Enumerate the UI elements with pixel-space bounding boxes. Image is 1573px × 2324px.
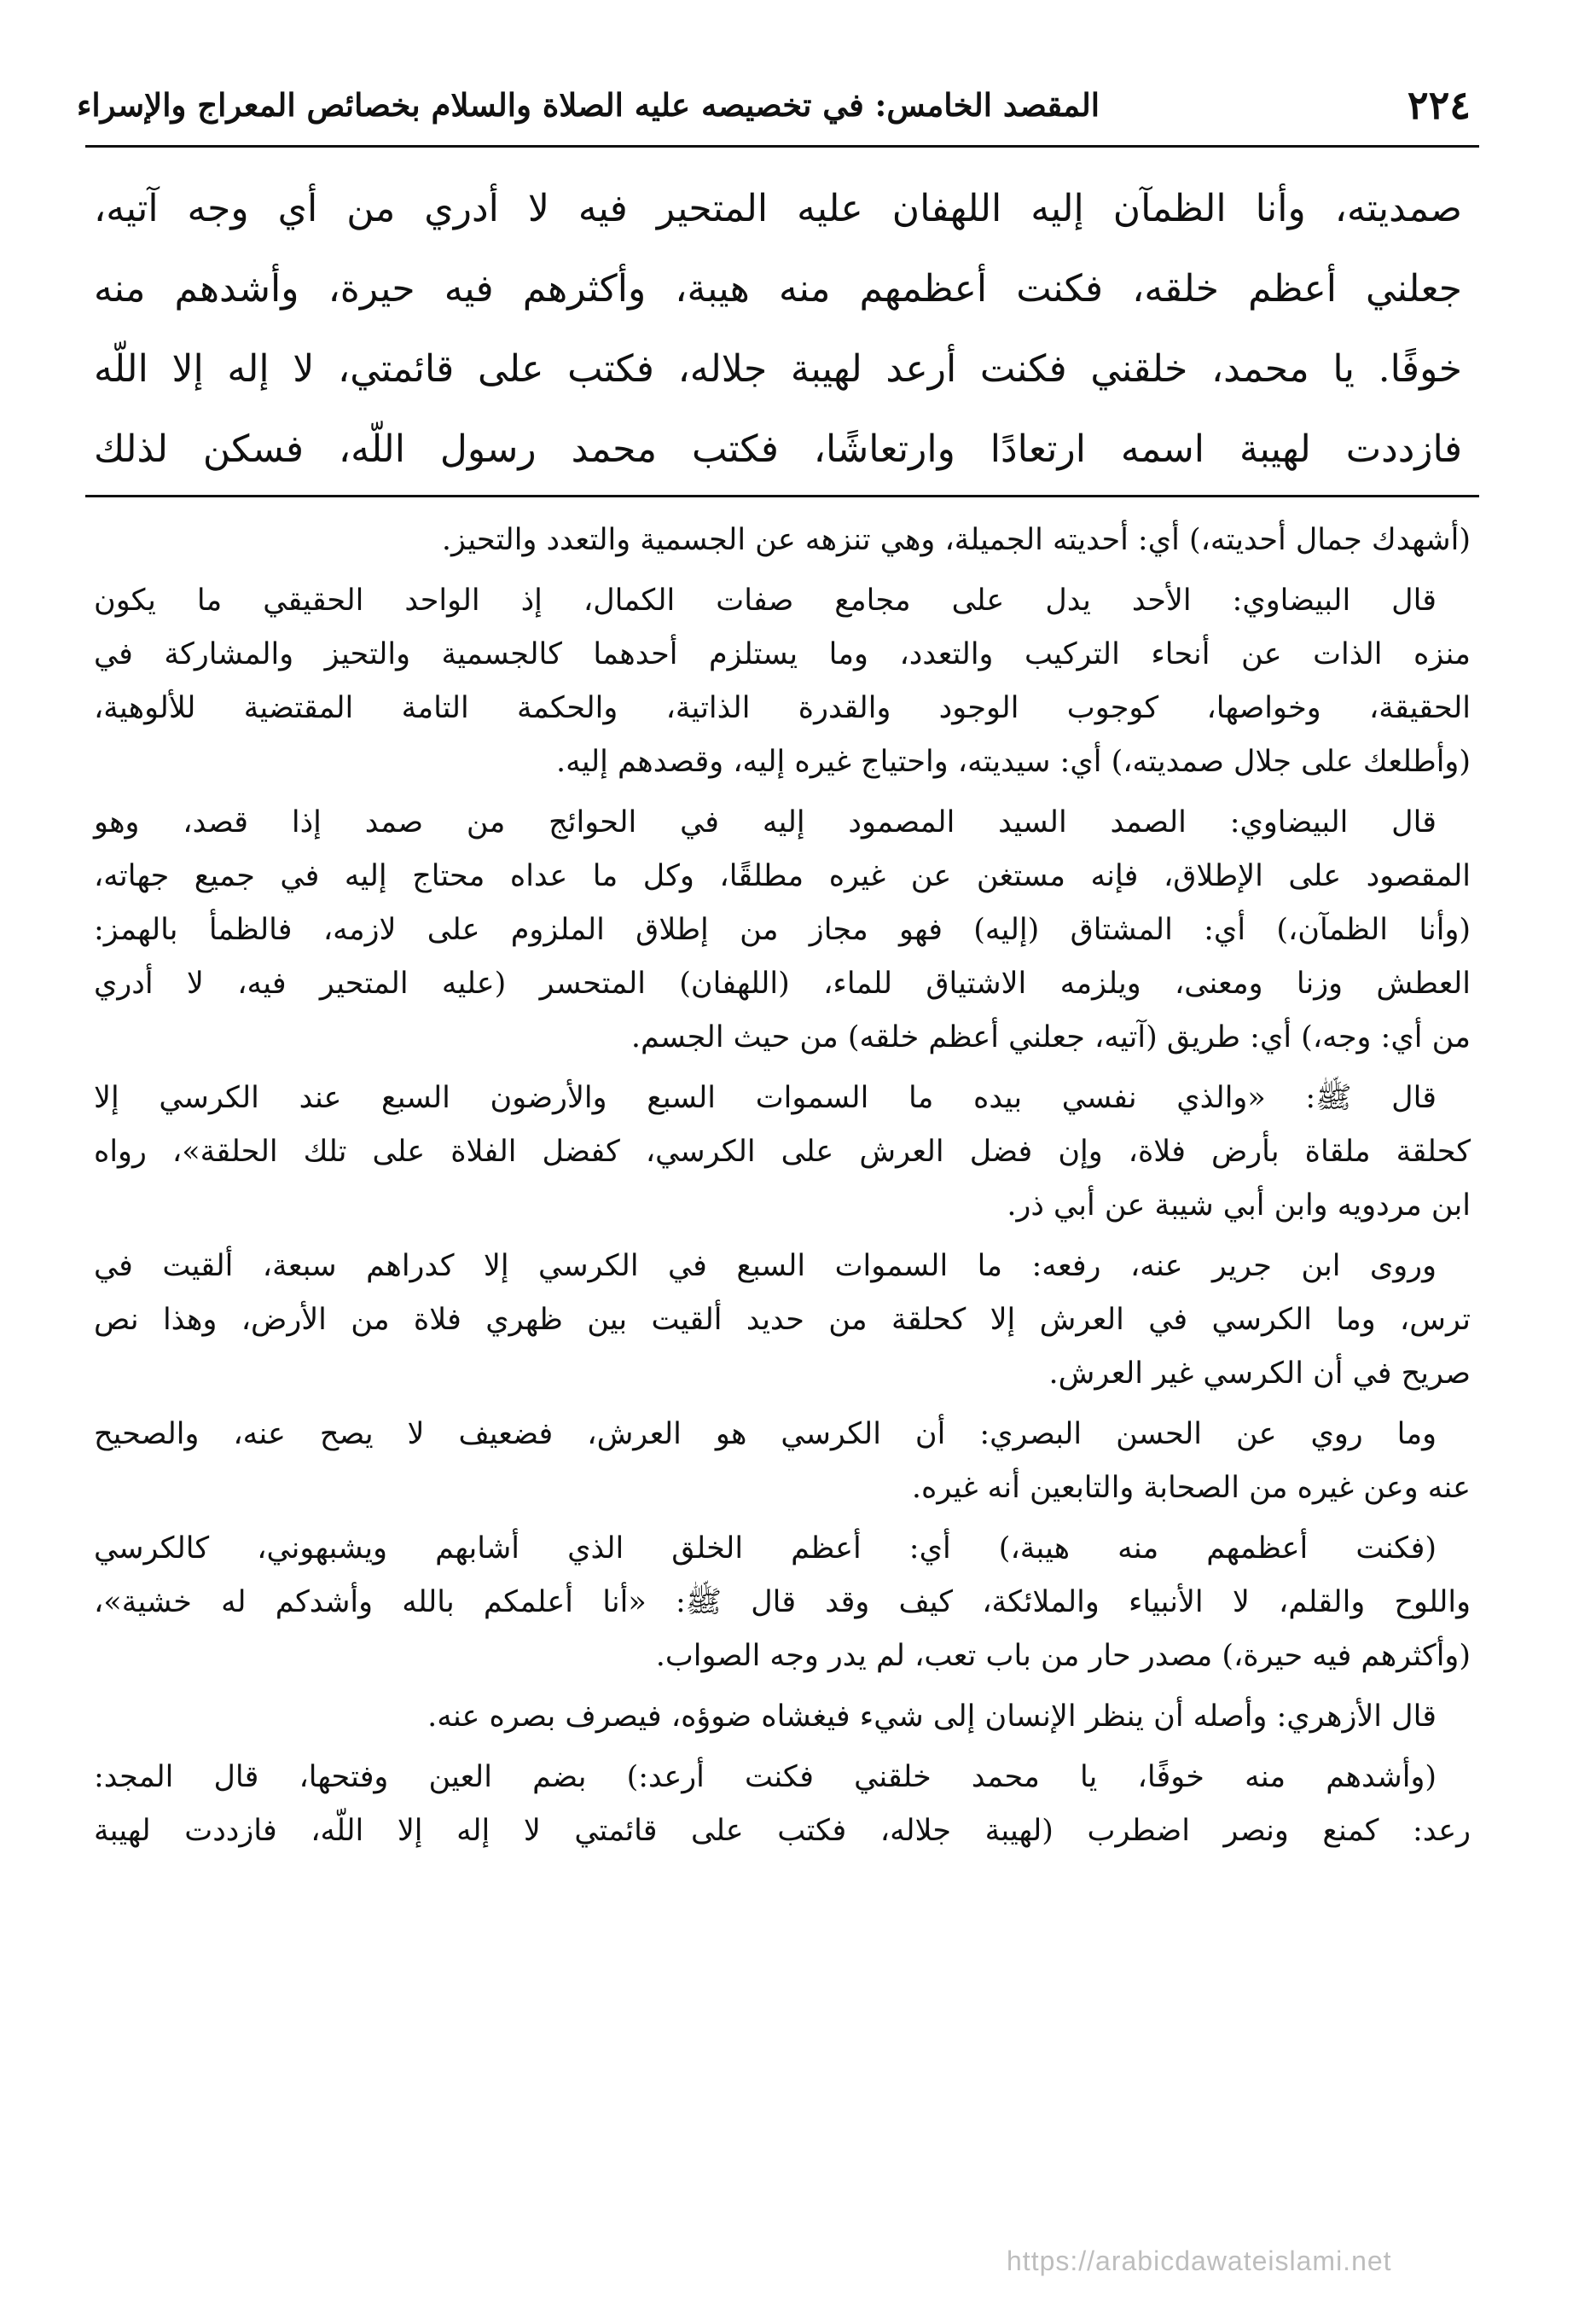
commentary-line: ابن مردويه وابن أبي شيبة عن أبي ذر. bbox=[1007, 1188, 1471, 1223]
commentary-line: (فكنت أعظمهم منه هيبة،) أي: أعظم الخلق الذي أشابهم ويشبهوني، كالكرسي bbox=[94, 1531, 1437, 1566]
commentary-line: (وأكثرهم فيه حيرة،) مصدر حار من باب تعب، لم يدر وجه الصواب. bbox=[655, 1639, 1471, 1673]
running-title: المقصد الخامس: في تخصيصه عليه الصلاة والسلام بخصائص المعراج والإسراء bbox=[77, 86, 1100, 124]
commentary-line: المقصود على الإطلاق، فإنه مستغن عن غيره مطلقًا، وكل ما عداه محتاج إليه في جميع جهاته، bbox=[94, 859, 1471, 893]
commentary-line: ترس، وما الكرسي في العرش إلا كحلقة من حديد ألقيت بين ظهري فلاة من الأرض، وهذا نص bbox=[94, 1303, 1471, 1337]
commentary-paragraph bbox=[94, 1522, 1471, 1683]
commentary-line: واللوح والقلم، لا الأنبياء والملائكة، كيف وقد قال ﷺ: «أنا أعلمكم بالله وأشدكم له خشية»، bbox=[94, 1585, 1471, 1619]
commentary-paragraph bbox=[94, 1690, 1471, 1744]
commentary-line: وروى ابن جرير عنه، رفعه: ما السموات السبع في الكرسي إلا كدراهم سبعة، ألقيت في bbox=[94, 1249, 1437, 1283]
commentary-paragraph bbox=[94, 796, 1471, 1065]
commentary-paragraph bbox=[94, 1408, 1471, 1515]
commentary-line: (وأشدهم منه خوفًا، يا محمد خلقني فكنت أرعد:) بضم العين وفتحها، قال المجد: bbox=[94, 1760, 1437, 1794]
commentary-line: (أشهدك جمال أحديته،) أي: أحديته الجميلة، وهي تنزهه عن الجسمية والتعدد والتحيز. bbox=[441, 523, 1471, 557]
header-rule bbox=[85, 145, 1479, 148]
commentary-line: الحقيقة، وخواصها، كوجوب الوجود والقدرة الذاتية، والحكمة التامة المقتضية للألوهية، bbox=[94, 691, 1471, 725]
page-header bbox=[77, 75, 1471, 135]
commentary-line: عنه وعن غيره من الصحابة والتابعين أنه غيره. bbox=[911, 1471, 1471, 1505]
commentary-separator-rule bbox=[85, 495, 1479, 497]
commentary-line: (وأطلعك على جلال صمديته،) أي: سيديته، واحتياج غيره إليه، وقصدهم إليه. bbox=[556, 745, 1471, 779]
commentary-line: العطش وزنا ومعنى، ويلزمه الاشتياق للماء، (اللهفان) المتحسر (عليه المتحير فيه، لا أدري bbox=[94, 967, 1471, 1001]
commentary-paragraph bbox=[94, 1240, 1471, 1401]
commentary-paragraph bbox=[94, 1072, 1471, 1233]
commentary-line: (وأنا الظمآن،) أي: المشتاق (إليه) فهو مجاز من إطلاق الملزوم على لازمه، فالظمأ بالهمز: bbox=[94, 913, 1471, 947]
page-number: ٢٢٤ bbox=[1407, 82, 1471, 128]
commentary-line: كحلقة ملقاة بأرض فلاة، وإن فضل العرش على الكرسي، كفضل الفلاة على تلك الحلقة»، رواه bbox=[94, 1135, 1471, 1169]
commentary-line: قال البيضاوي: الصمد السيد المصمود إليه في الحوائج من صمد إذا قصد، وهو bbox=[94, 805, 1437, 840]
main-text bbox=[94, 169, 1462, 490]
main-text-line: خوفًا. يا محمد، خلقني فكنت أرعد لهيبة جلاله، فكتب على قائمتي، لا إله إلا اللّه bbox=[94, 347, 1462, 391]
main-text-line: جعلني أعظم خلقه، فكنت أعظمهم منه هيبة، وأكثرهم فيه حيرة، وأشدهم منه bbox=[94, 267, 1462, 311]
commentary-line: رعد: كمنع ونصر اضطرب (لهيبة جلاله، فكتب على قائمتي لا إله إلا اللّه، فازددت لهيبة bbox=[94, 1814, 1471, 1848]
commentary-line: قال ﷺ: «والذي نفسي بيده ما السموات السبع والأرضون السبع عند الكرسي إلا bbox=[94, 1081, 1437, 1115]
commentary-paragraph bbox=[94, 574, 1471, 789]
commentary bbox=[94, 514, 1471, 1865]
commentary-line: قال البيضاوي: الأحد يدل على مجامع صفات الكمال، إذ الواحد الحقيقي ما يكون bbox=[94, 584, 1437, 618]
commentary-line: صريح في أن الكرسي غير العرش. bbox=[1048, 1357, 1471, 1391]
commentary-paragraph bbox=[94, 514, 1471, 567]
main-text-line: صمديته، وأنا الظمآن إليه اللهفان عليه المتحير فيه لا أدري من أي وجه آتيه، bbox=[94, 187, 1462, 230]
watermark-url: https://arabicdawateislami.net bbox=[1007, 2246, 1392, 2276]
commentary-paragraph bbox=[94, 1751, 1471, 1858]
main-text-line: فازددت لهيبة اسمه ارتعادًا وارتعاشًا، فكتب محمد رسول اللّه، فسكن لذلك bbox=[94, 427, 1462, 471]
commentary-line: منزه الذات عن أنحاء التركيب والتعدد، وما يستلزم أحدهما كالجسمية والتحيز والمشاركة في bbox=[94, 637, 1471, 671]
commentary-line: من أي: وجه،) أي: طريق (آتيه، جعلني أعظم خلقه) من حيث الجسم. bbox=[630, 1020, 1471, 1055]
commentary-line: قال الأزهري: وأصله أن ينظر الإنسان إلى شيء فيغشاه ضوؤه، فيصرف بصره عنه. bbox=[427, 1699, 1437, 1734]
commentary-line: وما روي عن الحسن البصري: أن الكرسي هو العرش، فضعيف لا يصح عنه، والصحيح bbox=[94, 1417, 1437, 1451]
